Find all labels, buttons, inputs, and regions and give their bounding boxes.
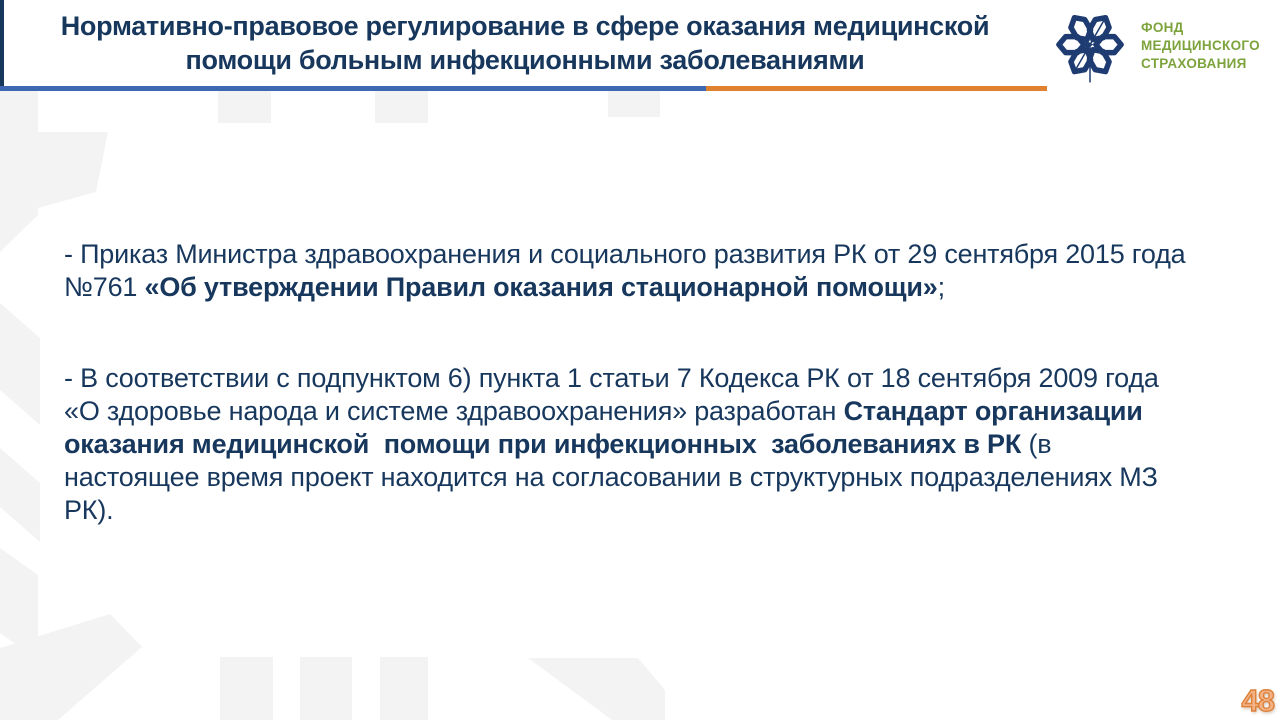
paragraph-2-suffix: (в настоящее время проект находится на согласовании в структурных подразделениях МЗ РК). (64, 429, 1166, 525)
slide-title-line1: Нормативно-правовое регулирование в сфере оказания медицинской (60, 11, 990, 41)
paragraph-1-text: - Приказ Министра здравоохранения и социального развития РК от 29 сентября 2015 года №761 (64, 239, 1193, 302)
fund-logo-text-line3: СТРАХОВАНИЯ (1141, 56, 1247, 71)
paragraph-standard-rk (64, 362, 1192, 527)
header-divider-orange (706, 86, 1047, 91)
slide-title (30, 9, 1020, 77)
paragraph-1-suffix: ; (937, 272, 945, 302)
paragraph-1-bold: «Об утверждении Правил оказания стационарной помощи» (144, 272, 938, 302)
hex-flower-snowflake-icon (1048, 5, 1132, 91)
slide-title-line2: помощи больным инфекционными заболеваниями (185, 45, 865, 75)
paragraph-2-bold: Стандарт организации оказания медицинской помощи при инфекционных заболеваниях в РК (64, 396, 1150, 459)
fund-logo-text (1141, 19, 1260, 73)
header-divider-blue (0, 86, 706, 91)
left-accent-bar (0, 0, 4, 86)
fund-logo-text-line2: МЕДИЦИНСКОГО (1141, 38, 1260, 53)
paragraph-2-text: - В соответствии с подпунктом 6) пункта 1 статьи 7 Кодекса РК от 18 сентября 2009 года «О здоровье народа и системе здравоохранения» разработан (64, 363, 1167, 426)
page-number: 48 (1241, 683, 1274, 718)
paragraph-order-761 (64, 238, 1192, 304)
fund-logo-text-line1: ФОНД (1141, 20, 1184, 35)
fund-logo (1048, 5, 1260, 91)
